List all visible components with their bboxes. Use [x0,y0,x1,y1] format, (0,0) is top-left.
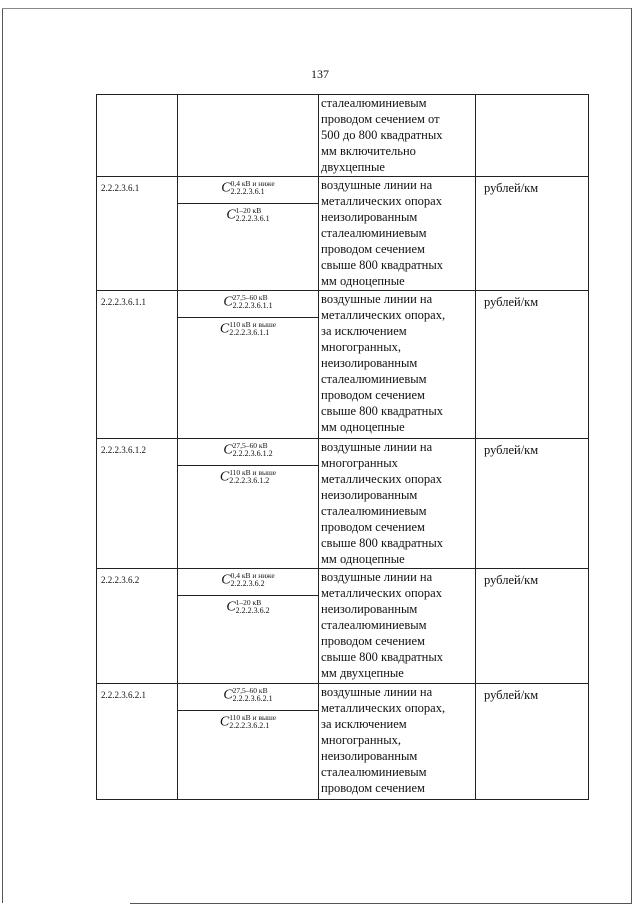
table-row [97,439,589,569]
formula-top: C 27,5–60 кВ 2.2.2.3.6.1.1 [223,293,273,311]
formula-bottom: C 110 кВ и выше 2.2.2.3.6.1.1 [219,320,277,338]
row-unit-cell [476,439,589,569]
formula-top: C 27,5–60 кВ 2.2.2.3.6.1.2 [223,441,273,459]
row-description-cell [319,291,476,439]
row-description-cell [319,95,476,177]
formula-top: C 0,4 кВ и ниже 2.2.2.3.6.1 [221,179,275,197]
table-row [97,291,589,439]
formula-top: C 27,5–60 кВ 2.2.2.3.6.2.1 [223,686,273,704]
table-row [97,684,589,800]
row-code-cell [97,439,178,569]
row-code: 2.2.2.3.6.1.1 [101,297,146,307]
row-unit: рублей/км [484,443,539,457]
row-description: воздушные линии на металлических опорах, за исключением многогранных, неизолированным сталеалюминиевым проводом сечением свыше 800 квадратных мм одноцепные [321,292,446,434]
formula-bottom: C 1–20 кВ 2.2.2.3.6.2 [226,598,270,616]
row-code-cell [97,569,178,684]
tariff-table [96,94,589,800]
row-code: 2.2.2.3.6.2.1 [101,690,146,700]
page-border-bottom [130,903,632,904]
row-unit-cell [476,291,589,439]
row-formula-cell [178,439,319,569]
row-code: 2.2.2.3.6.1 [101,183,140,193]
row-description-cell [319,177,476,291]
formula-bottom: C 1–20 кВ 2.2.2.3.6.1 [226,206,270,224]
formula-bottom: C 110 кВ и выше 2.2.2.3.6.2.1 [219,713,277,731]
row-description: воздушные линии на многогранных металлических опорах неизолированным сталеалюминиевым проводом сечением свыше 800 квадратных мм одноцепные [321,440,444,566]
page-border-right [631,8,632,903]
row-code-cell [97,95,178,177]
row-description: воздушные линии на металлических опорах, за исключением многогранных, неизолированным сталеалюминиевым проводом сечением [321,685,446,795]
row-code: 2.2.2.3.6.2 [101,575,140,585]
row-unit: рублей/км [484,688,539,702]
row-code-cell [97,291,178,439]
row-unit-cell [476,684,589,800]
table-row [97,95,589,177]
table-row [97,569,589,684]
row-description-cell [319,684,476,800]
table-row [97,177,589,291]
page-border-left [2,8,3,903]
row-formula-cell [178,569,319,684]
row-description: воздушные линии на металлических опорах неизолированным сталеалюминиевым проводом сечением свыше 800 квадратных мм двухцепные [321,570,444,680]
row-code: 2.2.2.3.6.1.2 [101,445,146,455]
row-unit-cell [476,569,589,684]
page-border-top [2,8,632,9]
row-unit: рублей/км [484,181,539,195]
row-description-cell [319,439,476,569]
row-code-cell [97,684,178,800]
page-number: 137 [311,67,329,81]
row-formula-cell [178,291,319,439]
row-formula-cell [178,95,319,177]
row-formula-cell [178,177,319,291]
row-unit-cell [476,95,589,177]
row-unit-cell [476,177,589,291]
row-code-cell [97,177,178,291]
formula-bottom: C 110 кВ и выше 2.2.2.3.6.1.2 [219,468,277,486]
row-unit: рублей/км [484,573,539,587]
row-description: воздушные линии на металлических опорах неизолированным сталеалюминиевым проводом сечением свыше 800 квадратных мм одноцепные [321,178,444,288]
row-description-cell [319,569,476,684]
row-formula-cell [178,684,319,800]
formula-top: C 0,4 кВ и ниже 2.2.2.3.6.2 [221,571,275,589]
row-description: сталеалюминиевым проводом сечением от 500 до 800 квадратных мм включительно двухцепные [321,96,443,174]
row-unit: рублей/км [484,295,539,309]
